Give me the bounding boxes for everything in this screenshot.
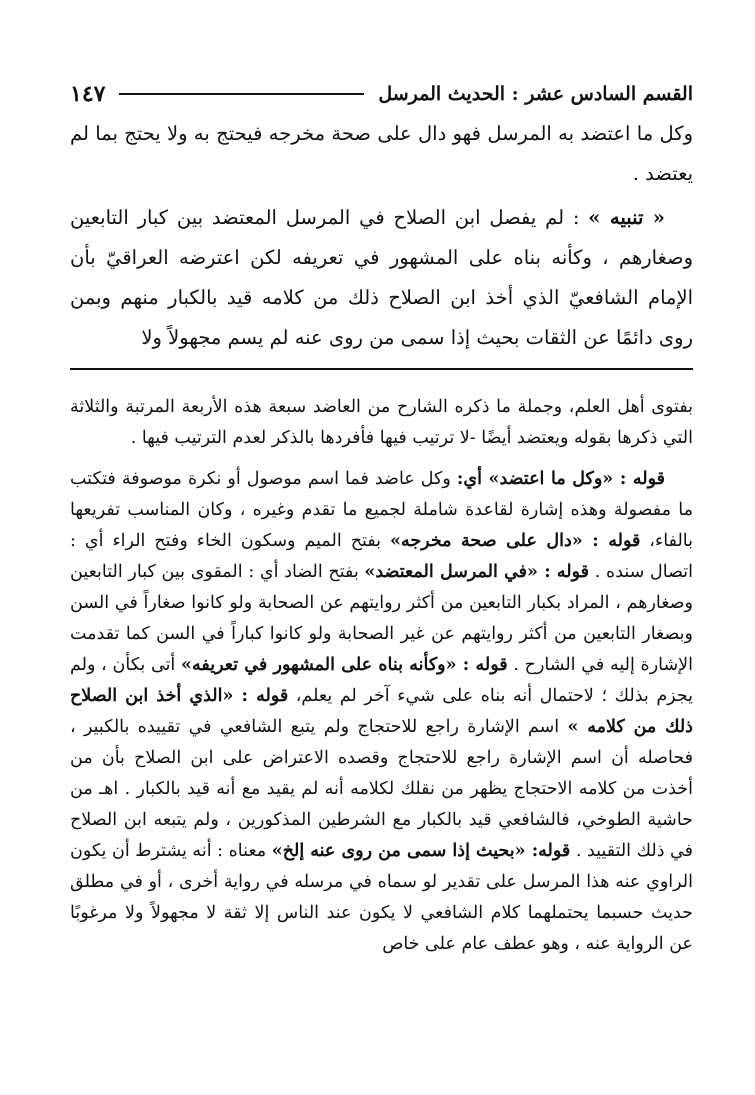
main-paragraph (70, 114, 693, 194)
text-6: معناه : أنه يشترط أن يكون الراوي عنه هذا المرسل على تقدير لو سماه في مرسله في رواية أخرى ، أو في مطلق حديث حسبما يحتملهما كلام الشافعي لا يكون عند الناس إلا ثقة لا مجهولاً ولا مرغوبًا عن الرواية عنه ، وهو عطف عام على خاص (70, 841, 693, 954)
quote-1: قوله : «وكل ما اعتضد» أي: (456, 469, 666, 489)
quote-3: قوله : «في المرسل المعتضد» (364, 562, 590, 582)
commentary (70, 392, 693, 960)
tanbih-paragraph (70, 198, 693, 358)
quote-2: قوله : «دال على صحة مخرجه» (390, 531, 641, 551)
text-2: بفتح الميم وسكون الخاء وفتح الراء أي : اتصال سنده . (70, 531, 693, 582)
quote-5: قوله : «الذي أخذ ابن الصلاح ذلك من كلامه » (70, 686, 693, 737)
quote-6: قوله: «بحيث إذا سمى من روى عنه إلخ» (271, 841, 571, 861)
running-header (70, 74, 693, 114)
running-title: القسم السادس عشر : الحديث المرسل (378, 83, 693, 105)
commentary-text: بفتوى أهل العلم، وجملة ما ذكره الشارح من العاضد سبعة هذه الأربعة المرتبة والثلاثة التي ذكرها بقوله ويعتضد أيضًا -لا ترتيب فيها فأفردها بالذكر لعدم الترتيب فيها . (70, 397, 693, 448)
main-text (70, 114, 693, 358)
commentary-paragraph-2 (70, 464, 693, 960)
tanbih-text: : لم يفصل ابن الصلاح في المرسل المعتضد بين كبار التابعين وصغارهم ، وكأنه بناه على المشهور في تعريفه لكن اعترضه العراقيّ بأن الإمام الشافعيّ الذي أخذ ابن الصلاح ذلك من كلامه قيد بالكبار منهم وبمن روى دائمًا عن الثقات بحيث إذا سمى من روى عنه لم يسم مجهولاً ولا (70, 206, 693, 349)
footnote-separator (70, 368, 693, 370)
commentary-paragraph (70, 392, 693, 454)
text-1: وكل عاضد فما اسم موصول أو نكرة موصوفة فتكتب ما مفصولة وهذه إشارة لقاعدة شاملة لجميع ما تقدم وغيره ، وكان المناسب تفريعها بالفاء، (70, 469, 693, 551)
text-3: بفتح الضاد أي : المقوى بين كبار التابعين وصغارهم ، المراد بكبار التابعين من أكثر روايتهم عن الصحابة ولو كانوا صغاراً في السن وبصغار التابعين من أكثر روايتهم عن غير الصحابة ولو كانوا كباراً في السن كما تقدمت الإشارة إليه في الشارح . (70, 562, 693, 675)
page (70, 74, 693, 1095)
main-paragraph-text: وكل ما اعتضد به المرسل فهو دال على صحة مخرجه فيحتج به ولا يحتج بما لم يعتضد . (70, 122, 693, 185)
header-rule (119, 93, 364, 95)
text-5: اسم الإشارة راجع للاحتجاج ولم يتبع الشافعي في تقييده بالكبير ، فحاصله أن اسم الإشارة راجع للاحتجاج وقصده الاعتراض على ابن الصلاح بأن من أخذت من كلامه الاحتجاج يظهر من نقلك لكلامه أنه لم يقيد مع أنه قيد بالكبار . اهـ من حاشية الطوخي، فالشافعي قيد بالكبار مع الشرطين المذكورين ، ولم يتبعه ابن الصلاح في ذلك التقييد . (70, 717, 694, 861)
tanbih-label: « تنبيه » (588, 206, 665, 229)
page-number: ١٤٧ (70, 81, 106, 107)
quote-4: قوله : «وكأنه بناه على المشهور في تعريفه» (181, 655, 508, 675)
text-4: أتى بكأن ، ولم يجزم بذلك ؛ لاحتمال أنه بناه على شيء آخر لم يعلم، (70, 655, 694, 706)
